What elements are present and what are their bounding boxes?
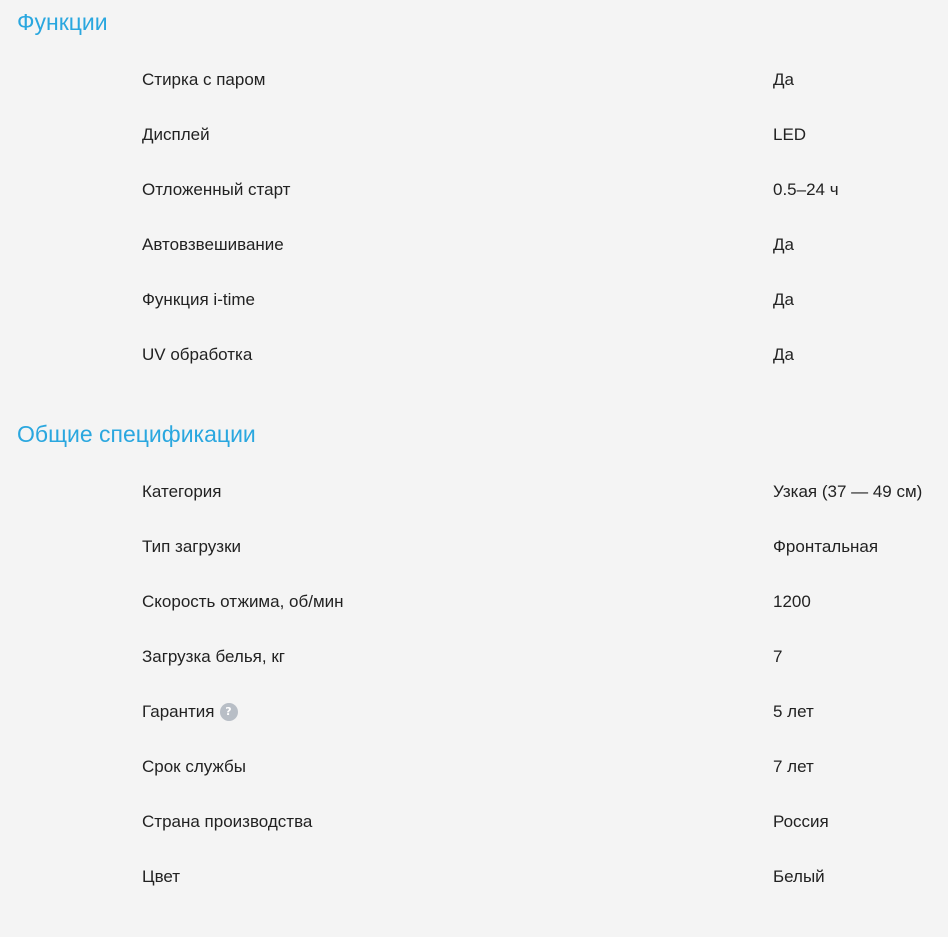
spec-value: LED bbox=[773, 125, 807, 144]
spec-row-auto-weighing bbox=[0, 234, 948, 289]
section-title-functions: Функции bbox=[17, 9, 108, 35]
spec-row-load-type bbox=[0, 536, 948, 591]
spec-label: Категория bbox=[142, 482, 222, 501]
spec-row-uv-treatment bbox=[0, 344, 948, 399]
spec-value: Фронтальная bbox=[773, 537, 879, 556]
spec-row-i-time bbox=[0, 289, 948, 344]
spec-label: Скорость отжима, об/мин bbox=[142, 592, 344, 611]
spec-label: Дисплей bbox=[142, 125, 210, 144]
question-mark-icon[interactable]: ? bbox=[220, 703, 238, 721]
spec-value: Да bbox=[773, 290, 794, 309]
spec-value: Узкая (37 — 49 см) bbox=[773, 482, 923, 501]
spec-label: Страна производства bbox=[142, 812, 313, 831]
spec-row-spin-speed bbox=[0, 591, 948, 646]
spec-value: 5 лет bbox=[773, 702, 814, 721]
spec-row-display bbox=[0, 124, 948, 179]
spec-row-delayed-start bbox=[0, 179, 948, 234]
spec-label: Автовзвешивание bbox=[142, 235, 284, 254]
spec-label: Цвет bbox=[142, 867, 181, 886]
spec-row-color bbox=[0, 866, 948, 921]
spec-row-warranty bbox=[0, 701, 948, 756]
spec-label: Тип загрузки bbox=[142, 537, 242, 556]
spec-label: Функция i-time bbox=[142, 290, 255, 309]
spec-value: Да bbox=[773, 345, 794, 364]
spec-label: Загрузка белья, кг bbox=[142, 647, 285, 666]
spec-label: Срок службы bbox=[142, 757, 246, 776]
spec-row-steam-wash bbox=[0, 69, 948, 124]
spec-value: Белый bbox=[773, 867, 825, 886]
spec-label: Стирка с паром bbox=[142, 70, 266, 89]
spec-value: 1200 bbox=[773, 592, 811, 611]
spec-row-laundry-load bbox=[0, 646, 948, 701]
spec-value: Да bbox=[773, 235, 794, 254]
spec-label-text: Гарантия bbox=[142, 702, 215, 721]
spec-label-warranty bbox=[142, 701, 238, 723]
spec-value: 0.5–24 ч bbox=[773, 180, 839, 199]
spec-row-service-life bbox=[0, 756, 948, 811]
section-title-general-specs: Общие спецификации bbox=[17, 421, 256, 447]
spec-value: Да bbox=[773, 70, 794, 89]
spec-label: UV обработка bbox=[142, 345, 253, 364]
spec-label: Отложенный старт bbox=[142, 180, 291, 199]
spec-row-category bbox=[0, 481, 948, 536]
spec-row-country bbox=[0, 811, 948, 866]
spec-value: 7 bbox=[773, 647, 783, 666]
spec-value: 7 лет bbox=[773, 757, 814, 776]
spec-value: Россия bbox=[773, 812, 829, 831]
